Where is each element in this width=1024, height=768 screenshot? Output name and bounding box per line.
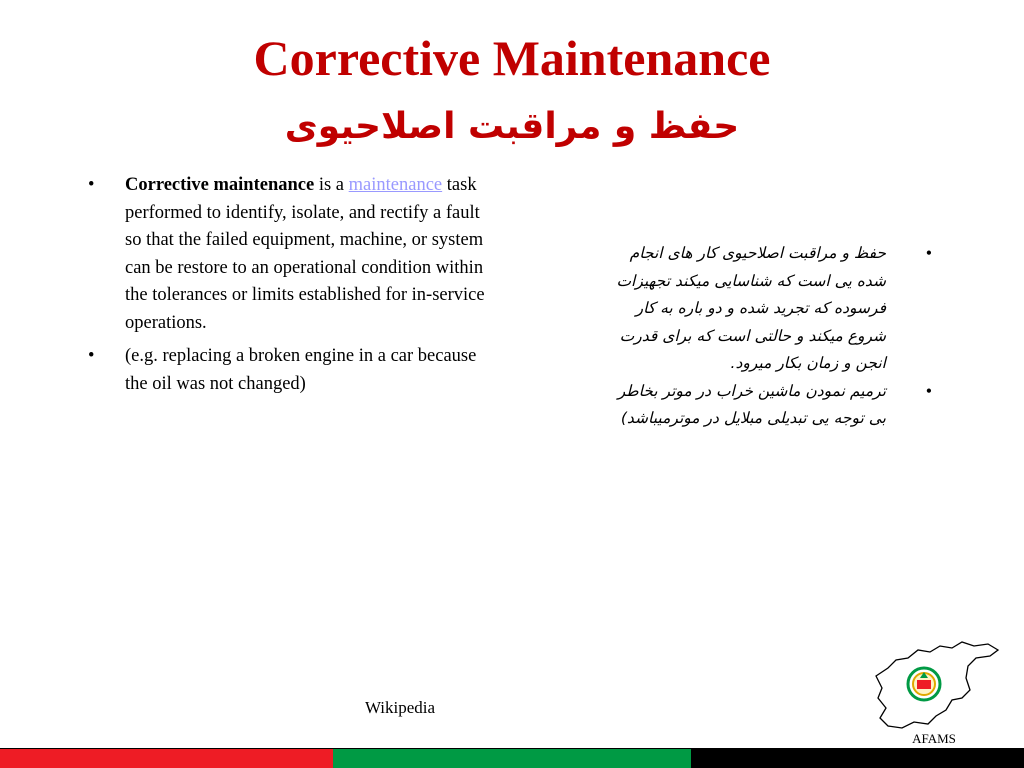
example-text: (e.g. replacing a broken engine in a car because the oil was not changed) — [125, 346, 477, 394]
flag-black-segment — [691, 749, 1024, 768]
slide-title: Corrective Maintenance — [253, 30, 771, 86]
dari-bullet-list — [598, 240, 944, 433]
slide-subtitle: حفظ و مراقبت اصلاحیوی — [284, 106, 740, 147]
list-item — [88, 172, 498, 337]
english-bullet-list — [88, 172, 498, 398]
afams-logo-text: AFAMS — [912, 731, 956, 746]
list-item — [598, 378, 944, 433]
bullet-marker: • — [88, 175, 95, 195]
afghanistan-map-emblem-icon — [866, 638, 1002, 738]
list-item — [88, 343, 498, 398]
source-citation: Wikipedia — [364, 698, 436, 717]
definition-term: Corrective maintenance — [125, 175, 315, 195]
bullet-marker: • — [925, 243, 932, 263]
flag-red-segment — [0, 749, 333, 768]
list-item — [598, 240, 944, 378]
bullet-marker: • — [88, 346, 95, 366]
flag-color-bar — [0, 748, 1024, 768]
bullet-marker: • — [925, 380, 932, 401]
definition-text: is a — [314, 175, 349, 195]
flag-green-segment — [333, 749, 691, 768]
english-content — [88, 172, 498, 404]
dari-example-text: ترمیم نمودن ماشین خراب در موتر بخاطر بی توجه یی تبدیلی مبلایل در موترمیباشد) — [617, 381, 886, 427]
dari-definition-text: حفظ و مراقبت اصلاحیوی کار های انجام شده یی است که شناسایی میکند تجهیزات فرسوده که تجرید شده و دو باره به کار شروع میکند و حالتی است که برای قدرت انجن و زمان بکار میرود. — [616, 244, 886, 372]
definition-text-rest: task performed to identify, isolate, and rectify a fault so that the failed equipment, machine, or system can be restore to an operational condition within the tolerances or limits established for in-service operations. — [125, 175, 485, 333]
dari-content — [598, 240, 944, 433]
maintenance-link[interactable]: maintenance — [348, 175, 443, 195]
